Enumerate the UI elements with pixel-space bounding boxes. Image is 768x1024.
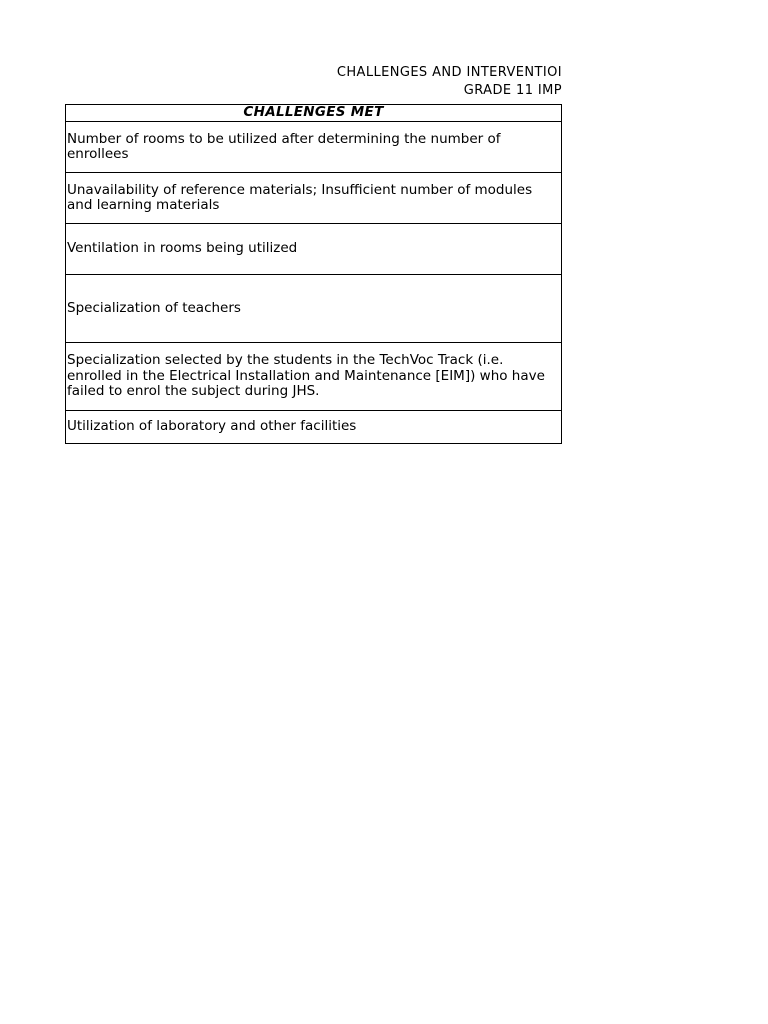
table-row <box>66 411 562 444</box>
table-header-row <box>66 105 562 122</box>
table-cell[interactable]: Ventilation in rooms being utilized <box>66 224 562 275</box>
table-cell[interactable]: Specialization of teachers <box>66 275 562 343</box>
table-cell[interactable]: Number of rooms to be utilized after determining the number of enrollees <box>66 122 562 173</box>
table-row <box>66 275 562 343</box>
title-line-2: GRADE 11 IMP <box>463 83 562 98</box>
table-row <box>66 343 562 411</box>
column-header-challenges-met[interactable]: CHALLENGES MET <box>66 105 562 122</box>
table-row <box>66 122 562 173</box>
document-title <box>65 64 562 100</box>
challenges-table <box>65 104 562 444</box>
table-row <box>66 173 562 224</box>
table-cell[interactable]: Utilization of laboratory and other facilities <box>66 411 562 444</box>
table-cell[interactable]: Unavailability of reference materials; Insufficient number of modules and learning materials <box>66 173 562 224</box>
table-row <box>66 224 562 275</box>
title-line-1: CHALLENGES AND INTERVENTIOI <box>336 65 562 80</box>
table-cell[interactable]: Specialization selected by the students in the TechVoc Track (i.e. enrolled in the Electrical Installation and Maintenance [EIM]) who have failed to enrol the subject during JHS. <box>66 343 562 411</box>
